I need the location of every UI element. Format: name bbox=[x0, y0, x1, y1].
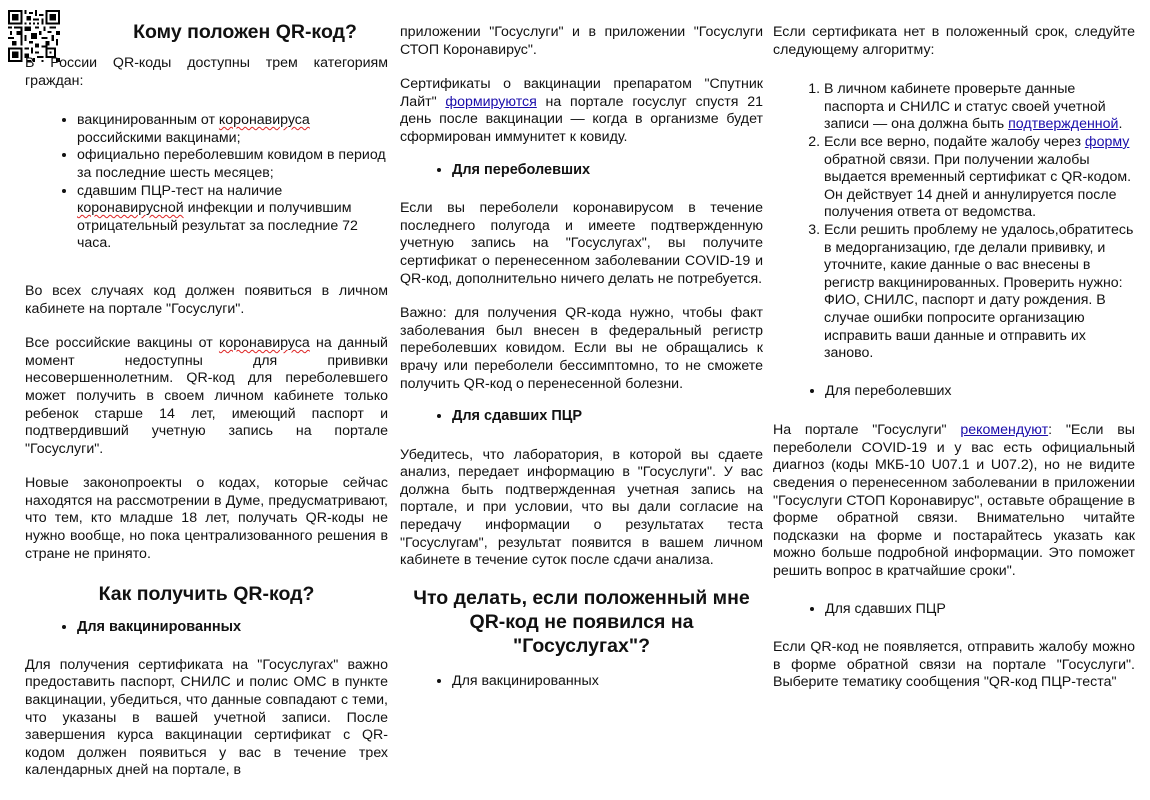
paragraph-app: приложении "Госуслуги" и в приложении "Госуслуги СТОП Коронавирус". bbox=[400, 24, 763, 58]
paragraph-pcr: Убедитесь, что лаборатория, в которой вы сдаете анализ, передает информацию в "Госуслуги". У вас должна быть подтвержденная учетная запись на портале, и при условии, что вы дали согласие на передачу информации о результатах теста "Госуслугам", результат появится в вашем личном кабинете в течение суток после сдачи анализа. bbox=[400, 446, 763, 569]
paragraph-recommend: На портале "Госуслуги" рекомендуют: "Если вы переболели COVID-19 и у вас есть официальный диагноз (коды МКБ-10 U07.1 и U07.2), но не видите сведения о перенесенном заболевании в приложении "Госуслуги СТОП Коронавирус", оставьте обращение в форме обратной связи. Внимательно читайте подсказки на форме и постарайтесь указать как можно больше подробной информации. Это поможет решить вопрос в кратчайшие сроки". bbox=[773, 422, 1135, 580]
paragraph-sputnik: Сертификаты о вакцинации препаратом "Спутник Лайт" формируются на портале госуслуг спустя 21 день после вакцинации — когда в организме будет сформирован иммунитет к ковиду. bbox=[400, 76, 763, 145]
column-1 bbox=[25, 0, 388, 780]
subheading-pcr: • Для сдавших ПЦР bbox=[452, 408, 763, 426]
link-form[interactable]: форму bbox=[1084, 133, 1130, 150]
list-item: • официально переболевшим ковидом в период за последние шесть месяцев; bbox=[77, 147, 388, 182]
paragraph-algorithm: Если сертификата нет в положенный срок, следуйте следующему алгоритму: bbox=[773, 24, 1135, 58]
link-recommend[interactable]: рекомендуют bbox=[960, 422, 1049, 439]
subheading-vaccinated: • Для вакцинированных bbox=[77, 619, 388, 637]
list-item: 2. Если все верно, подайте жалобу через форму обратной связи. При получении жалобы выдается временный сертификат с QR-кодом. Он действует 14 дней и аннулируется после получения ответа от ведомства. bbox=[824, 134, 1135, 222]
subheading-list-pcr bbox=[400, 408, 763, 426]
heading-who-eligible: Кому положен QR-код? bbox=[133, 21, 357, 43]
subheading-list-recovered-2 bbox=[773, 383, 1135, 401]
list-item: • вакцинированным от коронавируса российскими вакцинами; bbox=[77, 112, 388, 147]
subheading-vaccinated-2: • Для вакцинированных bbox=[452, 673, 763, 691]
link-confirmed[interactable]: подтвержденной bbox=[1008, 116, 1119, 133]
column-3 bbox=[773, 0, 1135, 692]
paragraph-recovered: Если вы переболели коронавирусом в течение последнего полугода и имеете подтвержденную учетную запись на "Госуслугах", вы получите сертификат о перенесенном заболевании COVID-19 и QR-код, дополнительно ничего делать не потребуется. bbox=[400, 200, 763, 287]
subheading-recovered: • Для переболевших bbox=[452, 162, 763, 180]
column-2 bbox=[400, 0, 763, 690]
eligibility-intro: В России QR-коды доступны трем категориям граждан: bbox=[25, 55, 388, 89]
list-item: 1. В личном кабинете проверьте данные паспорта и СНИЛС и статус своей учетной записи — она должна быть подтвержденной. bbox=[824, 81, 1135, 134]
subheading-list-vaccinated bbox=[25, 619, 388, 637]
algorithm-steps bbox=[773, 81, 1135, 363]
subheading-list-pcr-2 bbox=[773, 601, 1135, 619]
subheading-pcr-2: • Для сдавших ПЦР bbox=[825, 601, 1135, 619]
link-formed[interactable]: формируются bbox=[445, 93, 537, 110]
paragraph-new-laws: Новые законопроекты о кодах, которые сейчас находятся на рассмотрении в Думе, предусматривают, что тем, кто младше 18 лет, получать QR-коды не нужно вообще, но пока централизованного решения в стране не принято. bbox=[25, 475, 388, 562]
subheading-list-recovered bbox=[400, 162, 763, 180]
eligibility-list bbox=[25, 112, 388, 253]
list-item: • сдавшим ПЦР-тест на наличие коронавирусной инфекции и получившим отрицательный результат за последние 72 часа. bbox=[77, 183, 388, 253]
subheading-recovered-2: • Для переболевших bbox=[825, 383, 1135, 401]
paragraph-vaccinated: Для получения сертификата на "Госуслугах" важно предоставить паспорт, СНИЛС и полис ОМС в пункте вакцинации, убедиться, что данные совпадают с теми, что указаны в вашей учетной записи. После завершения курса вакцинации сертификат с QR-кодом должен появиться у вас в течение трех календарных дней на портале, в bbox=[25, 656, 388, 779]
paragraph-all-cases: Во всех случаях код должен появиться в личном кабинете на портале "Госуслуги". bbox=[25, 282, 388, 317]
subheading-list-vaccinated-2 bbox=[400, 673, 763, 691]
heading-how-to-get: Как получить QR-код? bbox=[98, 583, 315, 606]
paragraph-minors: Все российские вакцины от коронавируса на данный момент недоступны для прививки несовершеннолетним. QR-код для переболевшего может получить в своем личном кабинете только ребенок старше 14 лет, имеющий паспорт и подтвердивший учетную запись на портале "Госуслуги". bbox=[25, 335, 388, 457]
list-item: 3. Если решить проблему не удалось,обратитесь в медорганизацию, где делали прививку, и уточните, какие данные о вас внесены в регистр вакцинированных. Проверить нужно: ФИО, СНИЛС, паспорт и дату рождения. В случае ошибки попросите организацию исправить ваши данные и отправить их заново. bbox=[824, 222, 1135, 363]
paragraph-pcr-complaint: Если QR-код не появляется, отправить жалобу можно в форме обратной связи на портале "Госуслуги". Выберите тематику сообщения "QR-код ПЦР-теста" bbox=[773, 639, 1135, 691]
paragraph-important: Важно: для получения QR-кода нужно, чтобы факт заболевания был внесен в федеральный регистр переболевших ковидом. Если вы не обращались к врачу или переболели бессимптомно, то не сможете получить QR-код о перенесенной болезни. bbox=[400, 305, 763, 392]
heading-no-qr: Что делать, если положенный мне QR-код не появился на "Госуслугах"? bbox=[413, 586, 750, 657]
